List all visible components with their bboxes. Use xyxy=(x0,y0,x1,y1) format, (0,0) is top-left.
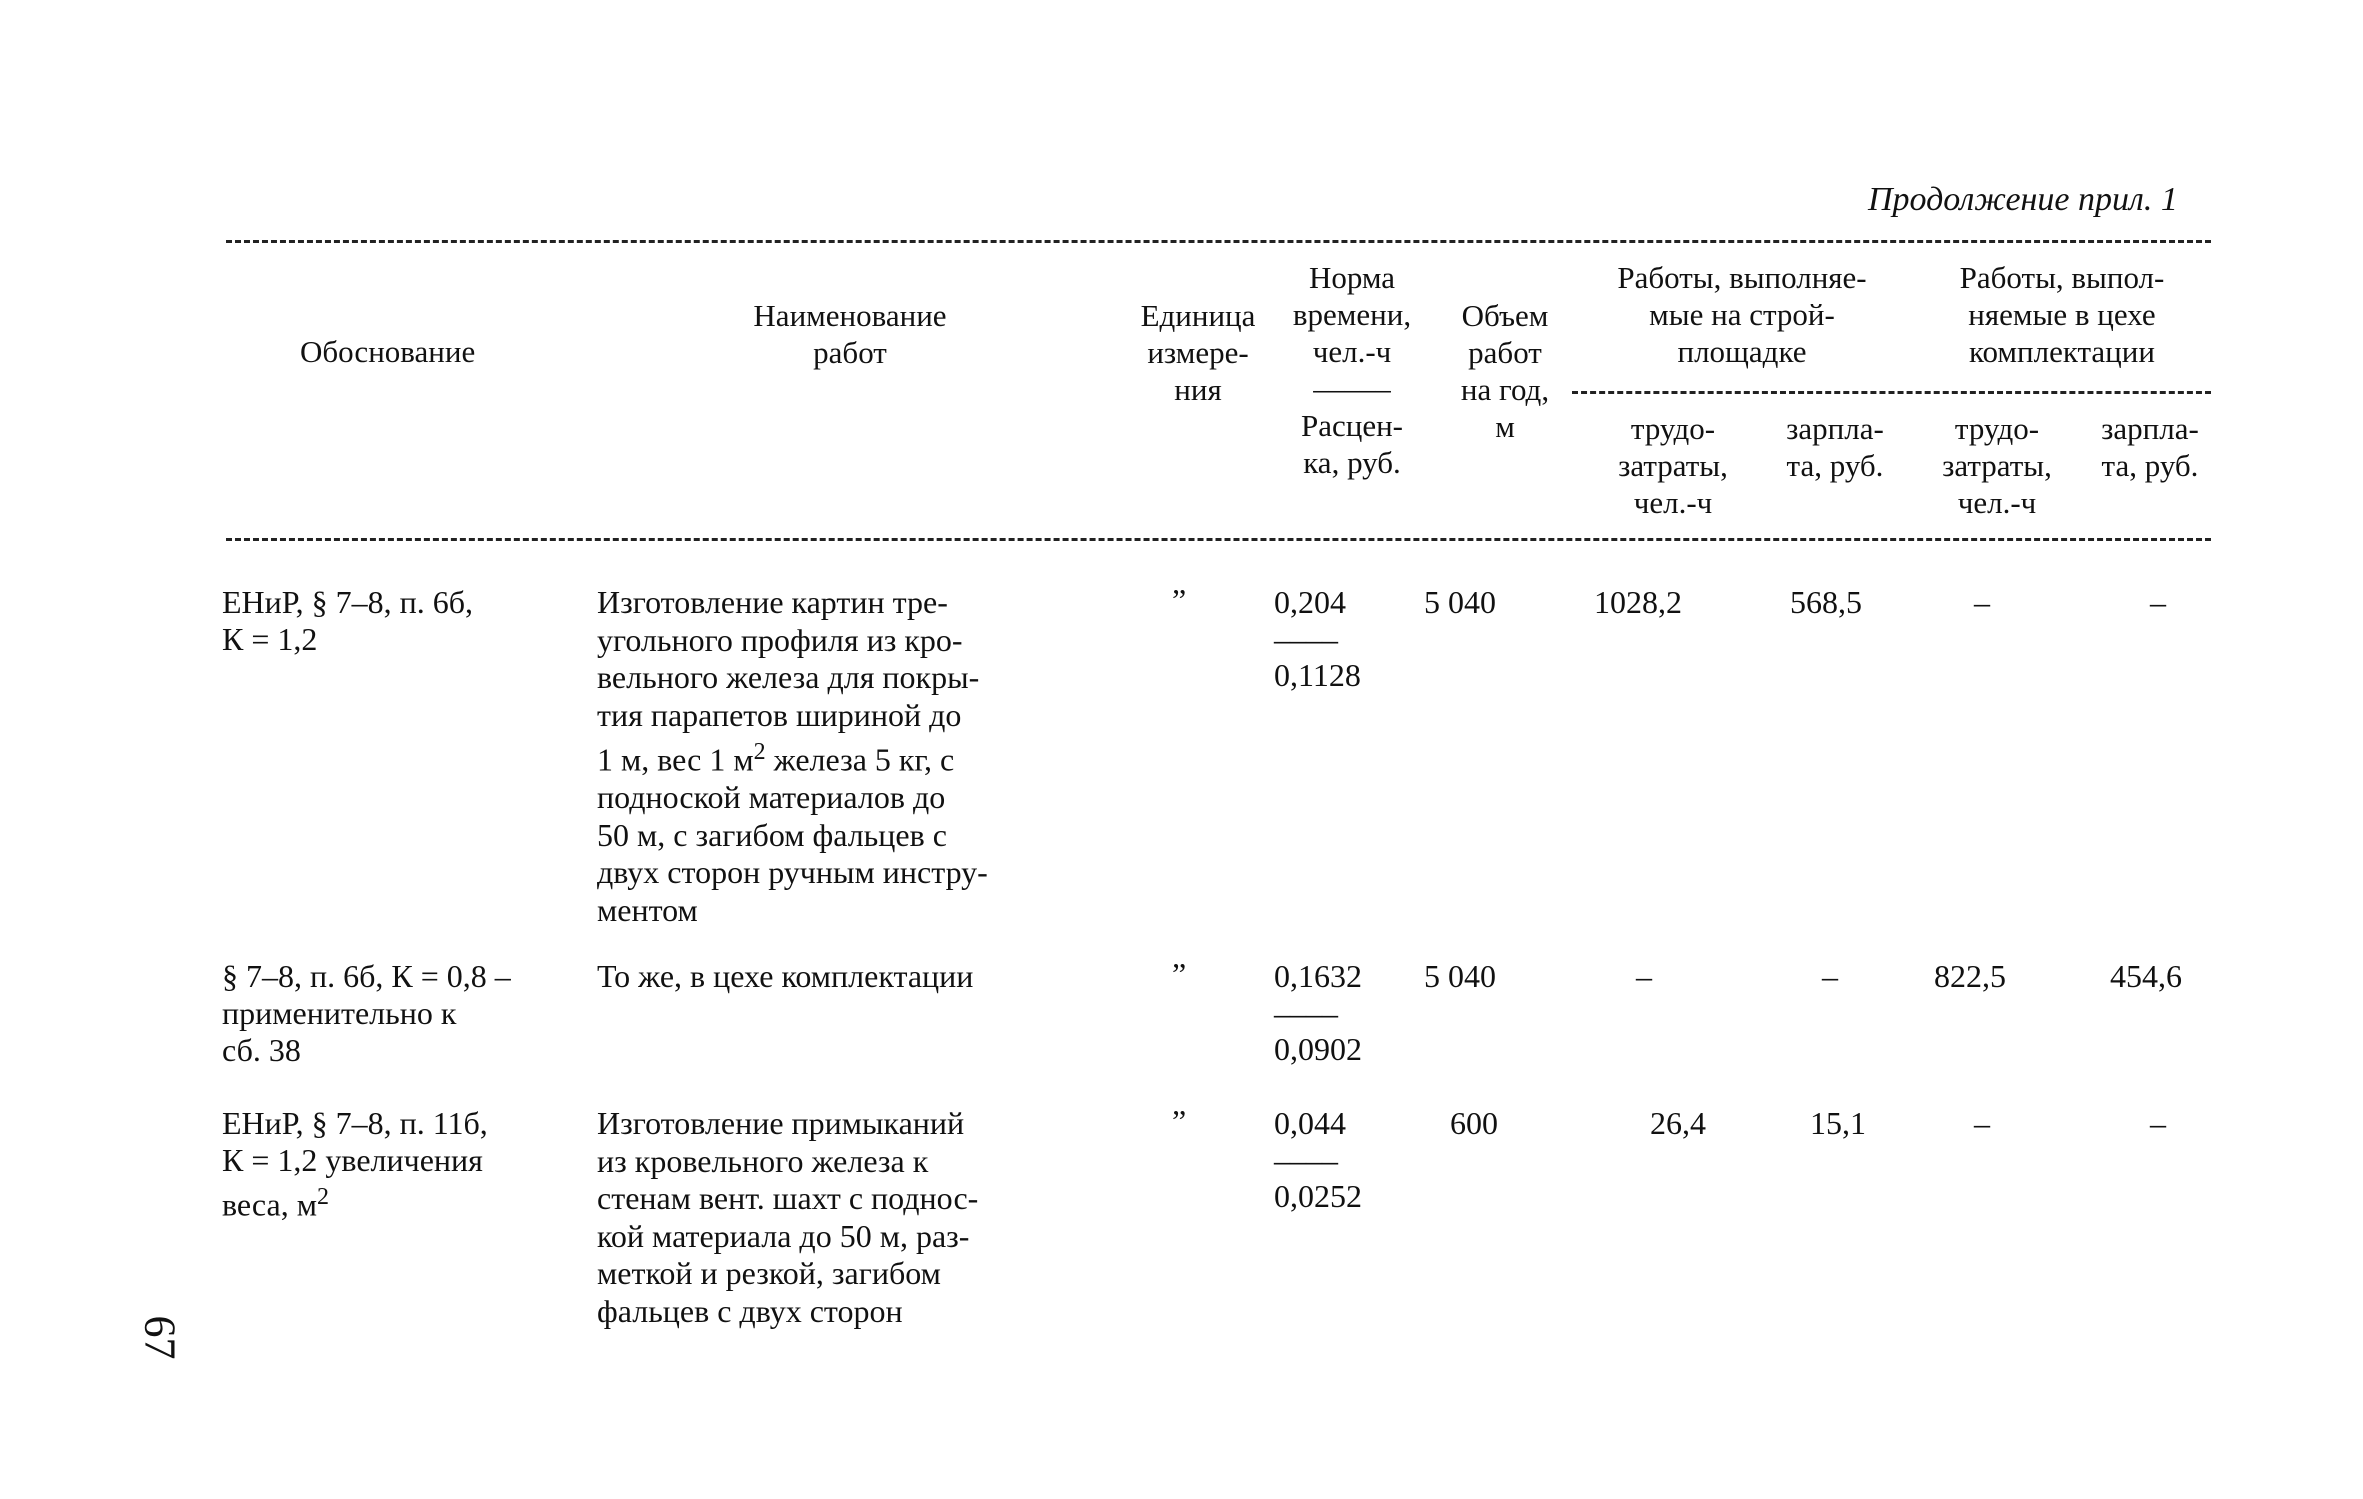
row-name: Изготовление примыканий из кровельного железа к стенам вент. шахт с поднос- кой материала до 50 м, раз- меткой и резкой, загибом фальцев с двух сторон xyxy=(597,1105,979,1329)
row-norm: 0,1632 –––– 0,0902 xyxy=(1274,958,1362,1067)
table-row: ЕНиР, § 7–8, п. 6б, К = 1,2 xyxy=(222,584,473,657)
header-shop-labor: трудо- затраты, чел.-ч xyxy=(1942,411,2052,520)
subheader-rule xyxy=(1572,391,2211,394)
row-volume: 600 xyxy=(1450,1105,1498,1141)
row-name: Изготовление картин тре- угольного профиля из кро- вельного железа для покры- тия парапетов шириной до 1 м, вес 1 $м^2$ железа 5 кг, с подноской материалов до 50 м, с загибом фальцев с двух сторон ручным инстру- ментом xyxy=(597,584,988,928)
row-unit: ” xyxy=(1172,1103,1187,1139)
row-site-labor: 1028,2 xyxy=(1594,584,1682,620)
row-shop-labor: – xyxy=(1974,584,1990,620)
header-volume: Объем работ на год, м xyxy=(1460,298,1550,444)
row-site-labor: 26,4 xyxy=(1650,1105,1706,1141)
page-number: 67 xyxy=(135,1315,185,1360)
header-unit: Единица измере- ния xyxy=(1140,298,1256,407)
row-norm: 0,204 –––– 0,1128 xyxy=(1274,584,1361,693)
row-volume: 5 040 xyxy=(1424,958,1496,994)
header-site-wage: зарпла- та, руб. xyxy=(1786,411,1884,483)
header-bottom-rule xyxy=(226,538,2211,541)
row-site-wage: – xyxy=(1822,958,1838,994)
header-work-name: Наименование работ xyxy=(753,298,947,370)
row-site-labor: – xyxy=(1636,958,1652,994)
row-shop-wage: – xyxy=(2150,584,2166,620)
header-norm: Норма времени, чел.-ч ––––– Расцен- ка, руб. xyxy=(1292,260,1412,480)
header-site-labor: трудо- затраты, чел.-ч xyxy=(1618,411,1728,520)
table-row: ЕНиР, § 7–8, п. 11б, К = 1,2 увеличения веса, $м^2$ xyxy=(222,1105,488,1223)
header-top-rule xyxy=(226,240,2211,243)
table-row: § 7–8, п. 6б, К = 0,8 – применительно к сб. 38 xyxy=(222,958,511,1068)
row-shop-labor: 822,5 xyxy=(1934,958,2006,994)
header-site-works: Работы, выполняе- мые на строй- площадке xyxy=(1617,260,1867,369)
header-shop-wage: зарпла- та, руб. xyxy=(2101,411,2199,483)
row-unit: ” xyxy=(1172,582,1187,618)
header-shop-works: Работы, выпол- няемые в цехе комплектации xyxy=(1959,260,2165,369)
row-shop-wage: 454,6 xyxy=(2110,958,2182,994)
row-name: То же, в цехе комплектации xyxy=(597,958,974,994)
caption: Продолжение прил. 1 xyxy=(1868,181,2178,218)
row-site-wage: 568,5 xyxy=(1790,584,1862,620)
row-shop-labor: – xyxy=(1974,1105,1990,1141)
header-basis: Обоснование xyxy=(300,334,476,369)
row-shop-wage: – xyxy=(2150,1105,2166,1141)
row-site-wage: 15,1 xyxy=(1810,1105,1866,1141)
row-unit: ” xyxy=(1172,956,1187,992)
row-volume: 5 040 xyxy=(1424,584,1496,620)
row-norm: 0,044 –––– 0,0252 xyxy=(1274,1105,1362,1214)
